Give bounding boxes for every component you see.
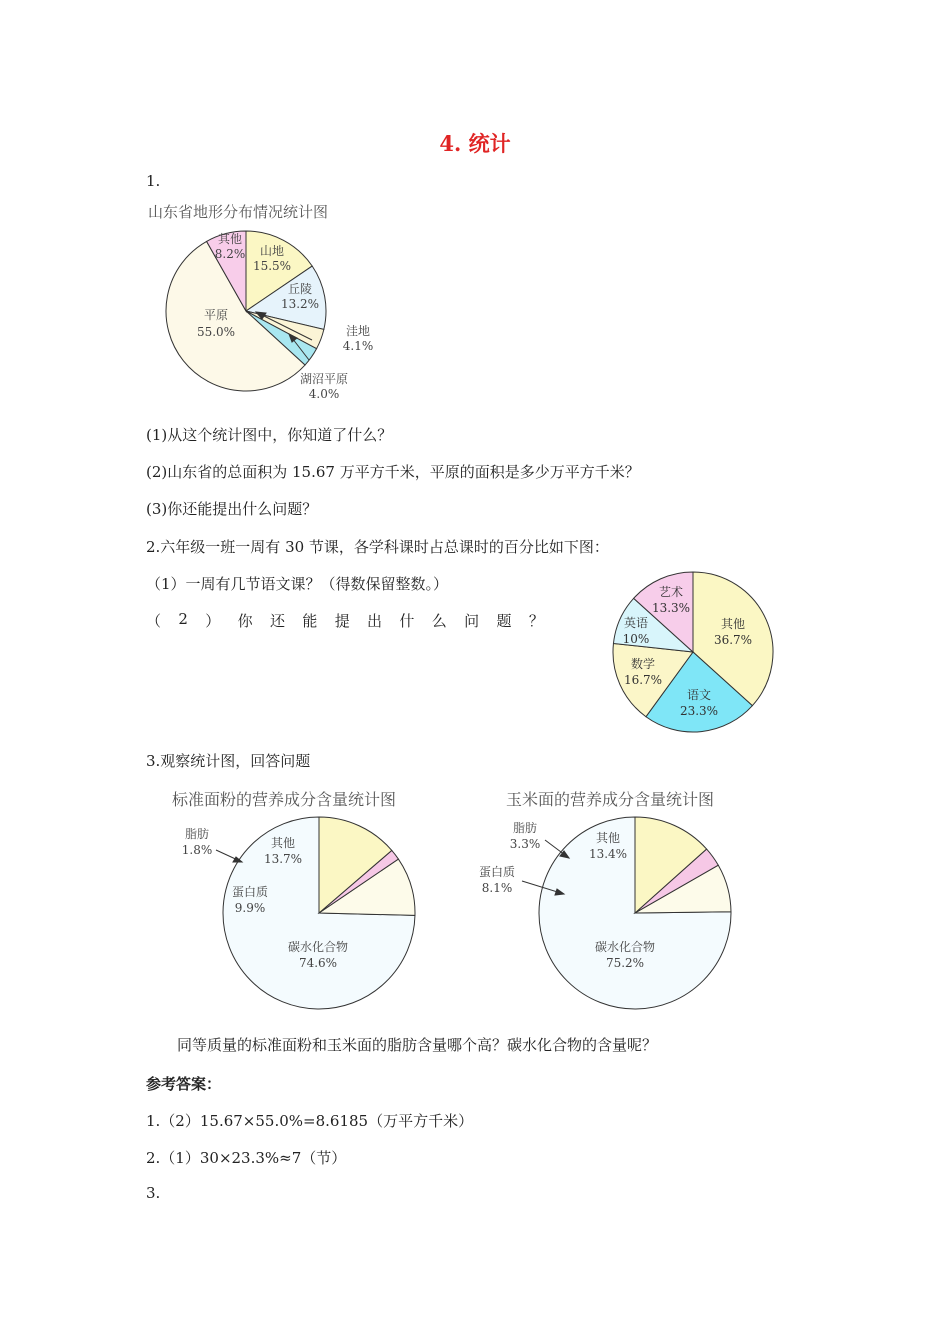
chart3-label-carb: 碳水化合物	[287, 940, 349, 954]
chart2-label-math: 数学	[630, 657, 656, 671]
chart1-label-mountain: 山地	[259, 244, 285, 258]
q2-stem: 2.六年级一班一周有 30 节课，各学科课时占总课时的百分比如下图：	[146, 538, 609, 556]
chart3-leader-lines	[216, 850, 242, 862]
q2-sub2-char: ）	[205, 612, 221, 630]
chart2-value-art: 13.3%	[651, 601, 691, 615]
chart2-value-english: 10%	[622, 632, 650, 646]
chart4-label-fat: 脂肪	[512, 821, 538, 835]
chart1-pie	[140, 222, 380, 402]
chart4-label-carb: 碳水化合物	[594, 940, 656, 954]
chart4-label-other: 其他	[595, 831, 621, 845]
q2-sub2-char: 题	[496, 612, 512, 630]
q1-sub1: (1)从这个统计图中，你知道了什么？	[146, 426, 393, 444]
page-title: 4. 统计	[439, 131, 511, 156]
q2-sub2-char: 么	[431, 612, 447, 630]
q3-question: 同等质量的标准面粉和玉米面的脂肪含量哪个高？碳水化合物的含量呢？	[177, 1036, 658, 1054]
q2-sub2-char: ？	[528, 612, 544, 630]
chart1-label-lake: 湖沼平原	[299, 372, 349, 386]
chart4-pie	[470, 815, 740, 1020]
q2-sub2-char: 还	[269, 612, 285, 630]
chart2-pie	[606, 568, 780, 738]
chart1-label-hills: 丘陵	[287, 282, 313, 296]
q3-stem: 3.观察统计图，回答问题	[146, 752, 311, 770]
q2-sub2-char: （	[146, 612, 162, 630]
chart3-value-other: 13.7%	[263, 852, 303, 866]
q2-sub2-char: 出	[367, 612, 383, 630]
chart3-label-other: 其他	[270, 836, 296, 850]
chart3-value-protein: 9.9%	[234, 901, 266, 915]
chart1-label-lowland: 洼地	[345, 324, 371, 338]
chart2-label-other: 其他	[720, 617, 746, 631]
answer-2: 2.（1）30×23.3%≈7（节）	[146, 1149, 347, 1167]
answers-heading: 参考答案：	[146, 1075, 222, 1093]
chart4-value-protein: 8.1%	[481, 881, 513, 895]
chart3-label-fat: 脂肪	[184, 827, 210, 841]
chart2-value-other: 36.7%	[713, 633, 753, 647]
chart4-value-other: 13.4%	[588, 847, 628, 861]
chart2-label-english: 英语	[623, 616, 649, 630]
q2-sub1: （1）一周有几节语文课？（得数保留整数。）	[146, 575, 449, 593]
q2-sub2-char: 问	[464, 612, 480, 630]
q2-sub2	[146, 610, 544, 631]
chart1-value-lake: 4.0%	[308, 387, 340, 401]
chart3-pie	[160, 815, 430, 1020]
chart1-value-hills: 13.2%	[280, 297, 320, 311]
q2-sub2-char: 提	[334, 612, 350, 630]
q1-number: 1.	[146, 172, 161, 190]
chart4-title: 玉米面的营养成分含量统计图	[506, 790, 715, 809]
chart3-title: 标准面粉的营养成分含量统计图	[172, 790, 397, 809]
chart3-label-protein: 蛋白质	[231, 885, 269, 899]
chart1-label-other: 其他	[217, 232, 243, 246]
chart2-label-art: 艺术	[658, 585, 684, 599]
chart1-title: 山东省地形分布情况统计图	[148, 203, 329, 221]
chart2-label-chinese: 语文	[686, 688, 712, 702]
q1-sub2: (2)山东省的总面积为 15.67 万平方千米，平原的面积是多少万平方千米？	[146, 463, 640, 481]
q1-sub3: (3)你还能提出什么问题？	[146, 500, 318, 518]
chart4-label-protein: 蛋白质	[478, 865, 516, 879]
chart1-value-mountain: 15.5%	[252, 259, 292, 273]
answer-1: 1.（2）15.67×55.0%=8.6185（万平方千米）	[146, 1112, 474, 1130]
chart3-value-carb: 74.6%	[298, 956, 338, 970]
chart1-value-lowland: 4.1%	[342, 339, 374, 353]
q2-sub2-char: 2	[178, 610, 188, 628]
chart1-value-other: 8.2%	[214, 247, 246, 261]
chart3-value-fat: 1.8%	[181, 843, 213, 857]
q2-sub2-char: 能	[302, 612, 318, 630]
answer-3: 3.	[146, 1184, 161, 1202]
q2-sub2-char: 你	[237, 612, 253, 630]
q2-sub2-char: 什	[399, 612, 415, 630]
chart4-value-carb: 75.2%	[605, 956, 645, 970]
chart1-value-plain: 55.0%	[196, 325, 236, 339]
chart2-value-chinese: 23.3%	[679, 704, 719, 718]
chart1-label-plain: 平原	[203, 308, 229, 322]
chart2-value-math: 16.7%	[623, 673, 663, 687]
chart4-value-fat: 3.3%	[509, 837, 541, 851]
